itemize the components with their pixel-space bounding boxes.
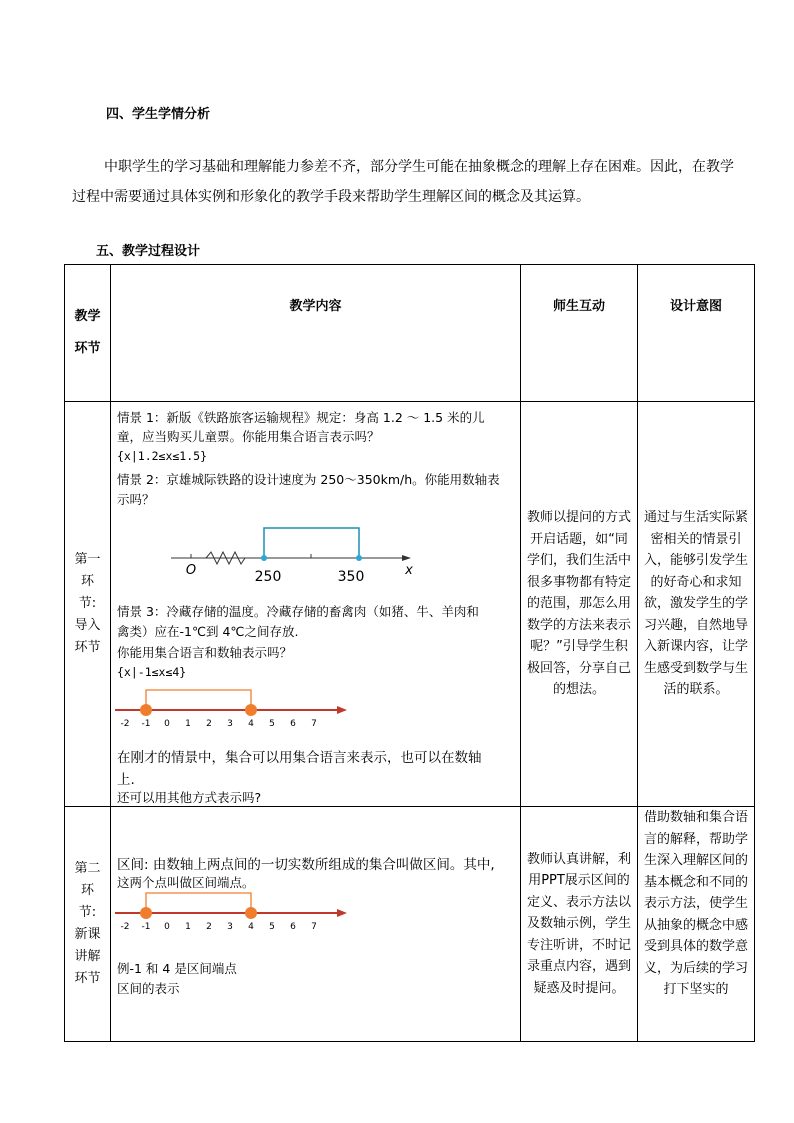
- tick-label: 7: [311, 922, 317, 932]
- header-intent: 设计意图: [638, 265, 755, 402]
- tick-label: 4: [248, 922, 254, 932]
- set3-notation: {x|-1≤x≤4}: [117, 665, 187, 679]
- tick-label: 3: [227, 922, 233, 932]
- stage-1-content: [111, 402, 521, 807]
- interval-representation: 区间的表示: [117, 981, 180, 996]
- interval-number-line: [111, 885, 521, 937]
- stage-2-intent: 借助数轴和集合语言的解释，帮助学生深入理解区间的基本概念和不同的表示方法，使学生从抽象的概念中感受到具体的数学意义，为后续的学习打下坚实的: [638, 807, 755, 1042]
- endpoint-right: [245, 907, 257, 919]
- tick-label: 2: [206, 719, 212, 729]
- stage-2-cell: 第二环节:新课讲解环节: [65, 807, 111, 1042]
- header-stage: 教学环节: [65, 265, 111, 402]
- tick-label: 6: [290, 719, 296, 729]
- tick-label: 7: [311, 719, 317, 729]
- tick-label: 3: [227, 719, 233, 729]
- section4-paragraph: 中职学生的学习基础和理解能力参差不齐，部分学生可能在抽象概念的理解上存在困难。因此，在教学过程中需要通过具体实例和形象化的教学手段来帮助学生理解区间的概念及其运算。: [72, 159, 734, 205]
- endpoint-350: [356, 555, 362, 561]
- set1-notation: {x|1.2≤x≤1.5}: [117, 449, 208, 463]
- tick-label: 4: [248, 719, 254, 729]
- section4-heading: 四、学生学情分析: [106, 107, 211, 122]
- section5-heading: 五、教学过程设计: [96, 244, 201, 259]
- tick-label: -2: [120, 922, 130, 932]
- stage-1-interaction: 教师以提问的方式开启话题，如“同学们，我们生活中很多事物都有特定的范围，那怎么用数学的方法来表示呢？”引导学生积极回答，分享自己的想法。: [521, 402, 638, 807]
- origin-label: O: [185, 563, 197, 578]
- stage-2-interaction: 教师认真讲解，利用PPT展示区间的定义、表示方法以及数轴示例，学生专注听讲，不时记录重点内容，遇到疑惑及时提问。: [521, 807, 638, 1042]
- interval-bracket: [146, 690, 251, 710]
- scene3-line2: 禽类）应在-1℃到 4℃之间存放.: [117, 624, 299, 639]
- tick-label: -1: [141, 922, 151, 932]
- endpoint-right: [245, 704, 257, 716]
- tick-label: 0: [164, 922, 170, 932]
- axis-arrow: [337, 909, 347, 917]
- tick-label: 5: [269, 922, 275, 932]
- axis-var-label: x: [405, 563, 413, 578]
- endpoint-left: [140, 704, 152, 716]
- label-350: 350: [337, 569, 365, 585]
- stage-1-intent: 通过与生活实际紧密相关的情景引入，能够引发学生的好奇心和求知欲，激发学生的学习兴趣，自然地导入新课内容，让学生感受到数学与生活的联系。: [638, 402, 755, 807]
- stage-2-content: [111, 807, 521, 1042]
- tick-label: 5: [269, 719, 275, 729]
- summary-line1: 在刚才的情景中，集合可以用集合语言来表示，也可以在数轴: [117, 750, 482, 766]
- speed-number-line: [111, 516, 521, 586]
- endpoint-example: 例-1 和 4 是区间端点: [117, 961, 237, 976]
- teaching-process-table: [64, 264, 755, 1042]
- scene1-line1: 情景 1：新版《铁路旅客运输规程》规定：身高 1.2 ～ 1.5 米的儿: [117, 410, 485, 425]
- endpoint-250: [261, 555, 267, 561]
- definition-line1: 区间: 由数轴上两点间的一切实数所组成的集合叫做区间。其中,: [117, 857, 495, 873]
- tick-label: 0: [164, 719, 170, 729]
- summary-line2: 上.: [117, 772, 135, 788]
- scene2-line1: 情景 2：京雄城际铁路的设计速度为 250～350km/h。你能用数轴表: [117, 472, 500, 487]
- tick-label: 2: [206, 922, 212, 932]
- label-250: 250: [254, 569, 282, 585]
- header-content: 教学内容: [111, 265, 521, 402]
- scene2-line2: 示吗？: [117, 492, 155, 507]
- tick-label: -2: [120, 719, 130, 729]
- tick-label: 1: [185, 922, 191, 932]
- stage-1-cell: 第一环节:导入环节: [65, 402, 111, 807]
- summary-line3: 还可以用其他方式表示吗?: [117, 790, 262, 805]
- scene1-line2: 童，应当购买儿童票。你能用集合语言表示吗？: [117, 429, 380, 444]
- interval-bracket: [146, 893, 251, 913]
- definition-line2: 这两个点叫做区间端点。: [117, 875, 255, 890]
- scene3-line3: 你能用集合语言和数轴表示吗？: [117, 645, 293, 660]
- scene3-line1: 情景 3：冷藏存储的温度。冷藏存储的畜禽肉（如猪、牛、羊肉和: [117, 604, 479, 619]
- tick-label: 1: [185, 719, 191, 729]
- endpoint-left: [140, 907, 152, 919]
- header-interaction: 师生互动: [521, 265, 638, 402]
- tick-label: -1: [141, 719, 151, 729]
- tick-label: 6: [290, 922, 296, 932]
- temperature-number-line: [111, 682, 521, 734]
- axis-arrow: [337, 706, 347, 714]
